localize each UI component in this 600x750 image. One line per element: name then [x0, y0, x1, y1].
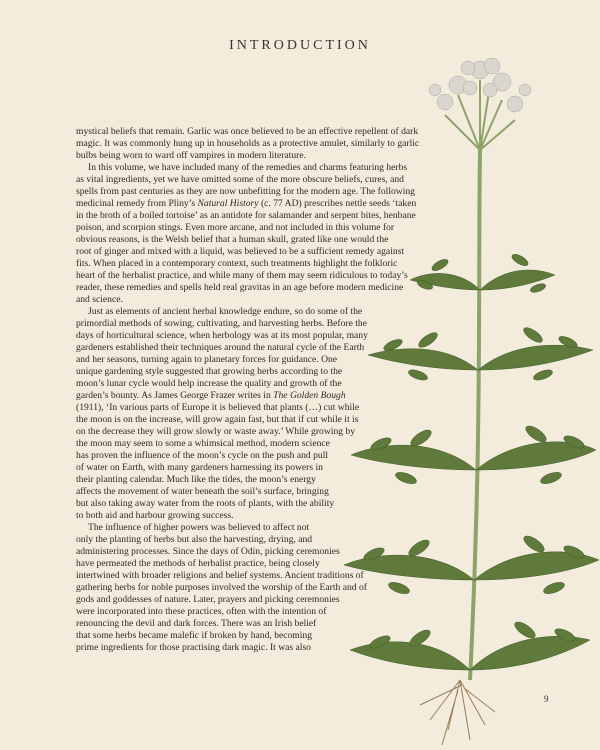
text-line: primordial methods of sowing, cultivating, and harvesting herbs. Before the — [76, 318, 367, 329]
text-line: (1911), ‘In various parts of Europe it is believed that plants (…) cut while — [76, 402, 360, 413]
running-head: INTRODUCTION — [229, 38, 371, 53]
text-line: the moon is on the increase, will grow again fast, but that if cut while it is — [76, 414, 359, 425]
text-line: root of ginger and mixed with a liquid, was believed to be a sufficient remedy against — [76, 246, 405, 257]
text-line: has proven the influence of the moon’s cycle on the push and pull — [76, 450, 329, 461]
text-line: prime ingredients for those practising dark magic. It was also — [76, 642, 311, 653]
page-number: 9 — [544, 694, 549, 704]
text-line: In this volume, we have included many of the remedies and charms featuring herbs — [88, 162, 408, 173]
text-line: but also taking away water from the roots of plants, with the ability — [76, 498, 335, 509]
text-line: reader, these remedies and spells held real gravitas in an age before modern medicine — [76, 282, 404, 293]
text-line: heart of the herbalist practice, and while many of them may seem ridiculous to today’s — [76, 270, 408, 281]
text-line: only the planting of herbs but also the harvesting, drying, and — [76, 534, 313, 545]
text-line: affects the movement of water beneath the soil’s surface, bringing — [76, 486, 329, 497]
text-line: and her seasons, turning again to planetary forces for guidance. One — [76, 354, 338, 365]
text-line: the moon may seem to some a whimsical method, modern science — [76, 438, 330, 449]
text-line: have permeated the methods of herbalist practice, being closely — [76, 558, 320, 569]
text-line: renouncing the devil and dark forces. There was an Irish belief — [76, 618, 317, 629]
text-line: their planting calendar. Much like the tides, the moon’s energy — [76, 474, 316, 485]
text-line: in the broth of a boiled tortoise’ as an antidote for salamander and serpent bites, henbane — [76, 210, 416, 221]
text-line: Just as elements of ancient herbal knowledge endure, so do some of the — [88, 306, 363, 317]
text-line: on the decrease they will grow slowly or waste away.’ While growing by — [76, 426, 356, 437]
text-line: days of horticultural science, when herbology was at its most popular, many — [76, 330, 368, 341]
text-line: gardeners established their techniques around the natural cycle of the Earth — [76, 342, 365, 353]
text-line: gathering herbs for noble purposes involved the worship of the Earth and of — [76, 582, 367, 593]
text-line: and science. — [76, 294, 123, 305]
book-title: Natural History — [197, 198, 259, 209]
text-span: taken — [395, 198, 417, 209]
text-line: unique gardening style suggested that growing herbs according to the — [76, 366, 343, 377]
text-line: mystical beliefs that remain. Garlic was once believed to be an effective repellent of dark — [76, 126, 419, 137]
text-line: of water on Earth, with many gardeners harnessing its powers in — [76, 462, 323, 473]
plant-roots — [420, 680, 495, 745]
text-line: spells from past centuries as they are now unbefitting for the modern age. The following — [76, 186, 415, 197]
text-line: to both aid and harbour growing success. — [76, 510, 234, 521]
body-text — [76, 126, 476, 654]
text-line: bulbs being worn to ward off vampires in modern literature. — [76, 150, 307, 161]
text-line: that some herbs became malefic if broken by hand, becoming — [76, 630, 313, 641]
text-line: were incorporated into these practices, often with the intention of — [76, 606, 327, 617]
text-line: fits. When placed in a contemporary context, such treatments highlight the folkloric — [76, 258, 398, 269]
text-line — [76, 198, 476, 210]
text-line: magic. It was commonly hung up in households as a protective amulet, similarly to garlic — [76, 138, 420, 149]
text-line: poison, and scorpion stings. Even more arcane, and not included in this volume for — [76, 222, 395, 233]
text-line: intertwined with broader religions and belief systems. Ancient traditions of — [76, 570, 364, 581]
text-line: moon’s lunar cycle would help increase the quality and growth of the — [76, 378, 342, 389]
text-line: administering processes. Since the days of Odin, picking ceremonies — [76, 546, 340, 557]
text-line: as vital ingredients, yet we have omitted some of the more obscure beliefs, cures, and — [76, 174, 404, 185]
text-span: medicinal remedy from Pliny’s — [76, 198, 198, 209]
text-line: obvious reasons, is the Welsh belief that a human skull, grated like one would the — [76, 234, 389, 245]
text-span: (c. 77 AD) prescribes nettle seeds ‘ — [258, 198, 396, 209]
text-line: The influence of higher powers was believed to affect not — [88, 522, 310, 533]
text-span: garden’s bounty. As James George Frazer writes in — [76, 390, 274, 401]
book-title: The Golden Bough — [273, 390, 346, 401]
text-line — [76, 390, 476, 402]
text-line: gods and goddesses of nature. Later, prayers and picking ceremonies — [76, 594, 340, 605]
